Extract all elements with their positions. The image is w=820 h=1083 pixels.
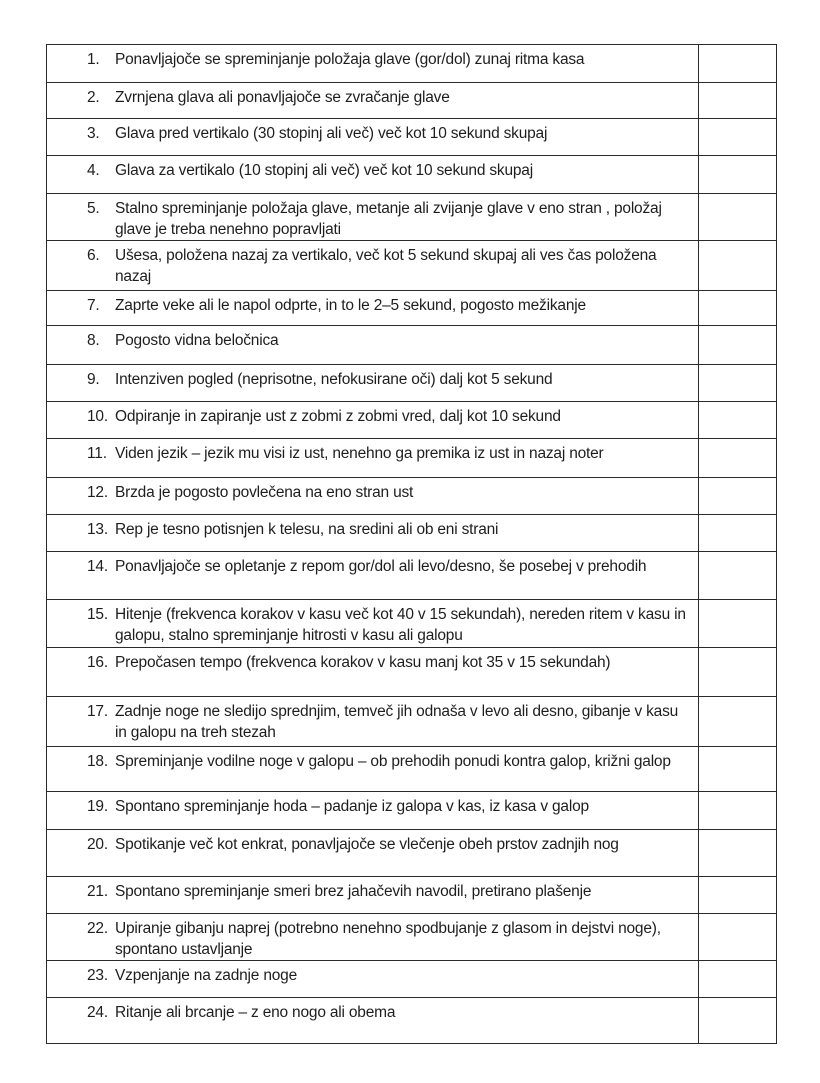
mark-cell[interactable]: [699, 600, 777, 648]
item-number: 16.: [87, 654, 108, 671]
list-item: [47, 83, 698, 108]
list-item: [47, 648, 698, 673]
item-cell: [47, 45, 699, 83]
mark-cell[interactable]: [699, 830, 777, 877]
item-cell: [47, 792, 699, 830]
item-number: 23.: [87, 967, 108, 984]
item-number: 22.: [87, 920, 108, 937]
list-item: [47, 365, 698, 390]
item-text: Vzpenjanje na zadnje noge: [115, 967, 298, 984]
item-text: Prepočasen tempo (frekvenca korakov v kasu manj kot 35 v 15 sekundah): [115, 654, 611, 671]
item-text: Ritanje ali brcanje – z eno nogo ali obema: [115, 1004, 396, 1021]
mark-cell[interactable]: [699, 515, 777, 552]
table-row: [47, 998, 777, 1044]
mark-cell[interactable]: [699, 998, 777, 1044]
item-number: 20.: [87, 836, 108, 853]
item-cell: [47, 697, 699, 747]
item-number: 17.: [87, 703, 108, 720]
item-cell: [47, 914, 699, 961]
list-item: [47, 402, 698, 427]
mark-cell[interactable]: [699, 119, 777, 156]
item-number: 12.: [87, 484, 108, 501]
item-text: Zvrnjena glava ali ponavljajoče se zvračanje glave: [115, 89, 450, 106]
list-item: [47, 326, 698, 351]
table-row: [47, 747, 777, 792]
item-text: Ponavljajoče se spreminjanje položaja glave (gor/dol) zunaj ritma kasa: [115, 51, 585, 68]
item-cell: [47, 402, 699, 439]
item-text: Spotikanje več kot enkrat, ponavljajoče se vlečenje obeh prstov zadnjih nog: [115, 836, 619, 853]
list-item: [47, 478, 698, 503]
mark-cell[interactable]: [699, 961, 777, 998]
item-text: Glava za vertikalo (10 stopinj ali več) več kot 10 sekund skupaj: [115, 162, 533, 179]
table-row: [47, 552, 777, 600]
list-item: [47, 914, 698, 960]
mark-cell[interactable]: [699, 648, 777, 697]
item-number: 6.: [87, 247, 100, 264]
table-row: [47, 156, 777, 194]
item-cell: [47, 194, 699, 241]
item-cell: [47, 365, 699, 402]
item-text: Brzda je pogosto povlečena na eno stran ust: [115, 484, 414, 501]
mark-cell[interactable]: [699, 291, 777, 326]
item-text: Spontano spreminjanje smeri brez jahačevih navodil, pretirano plašenje: [115, 883, 592, 900]
list-item: [47, 291, 698, 316]
mark-cell[interactable]: [699, 241, 777, 291]
item-cell: [47, 747, 699, 792]
item-text: Intenziven pogled (neprisotne, nefokusirane oči) dalj kot 5 sekund: [115, 371, 553, 388]
item-cell: [47, 439, 699, 478]
item-text: Zaprte veke ali le napol odprte, in to le 2–5 sekund, pogosto mežikanje: [115, 297, 586, 314]
item-cell: [47, 648, 699, 697]
item-cell: [47, 877, 699, 914]
item-cell: [47, 961, 699, 998]
item-number: 8.: [87, 332, 100, 349]
list-item: [47, 439, 698, 464]
item-cell: [47, 291, 699, 326]
item-cell: [47, 552, 699, 600]
item-cell: [47, 119, 699, 156]
list-item: [47, 600, 698, 646]
table-row: [47, 600, 777, 648]
table-row: [47, 439, 777, 478]
mark-cell[interactable]: [699, 877, 777, 914]
list-item: [47, 998, 698, 1023]
item-number: 5.: [87, 200, 100, 217]
item-cell: [47, 83, 699, 119]
item-text: Spreminjanje vodilne noge v galopu – ob prehodih ponudi kontra galop, križni galop: [115, 753, 671, 770]
list-item: [47, 515, 698, 540]
item-text: Upiranje gibanju naprej (potrebno nenehno spodbujanje z glasom in dejstvi noge), spontano ustavljanje: [115, 920, 661, 958]
table-row: [47, 194, 777, 241]
item-text: Rep je tesno potisnjen k telesu, na sredini ali ob eni strani: [115, 521, 499, 538]
table-row: [47, 914, 777, 961]
list-item: [47, 241, 698, 287]
list-item: [47, 697, 698, 743]
mark-cell[interactable]: [699, 156, 777, 194]
item-text: Viden jezik – jezik mu visi iz ust, nenehno ga premika iz ust in nazaj noter: [115, 445, 604, 462]
behavior-checklist-table: [46, 44, 777, 1044]
item-text: Spontano spreminjanje hoda – padanje iz galopa v kas, iz kasa v galop: [115, 798, 589, 815]
table-row: [47, 291, 777, 326]
item-number: 24.: [87, 1004, 108, 1021]
item-number: 19.: [87, 798, 108, 815]
table-row: [47, 326, 777, 365]
list-item: [47, 877, 698, 902]
item-number: 11.: [87, 445, 107, 462]
list-item: [47, 156, 698, 181]
table-row: [47, 830, 777, 877]
mark-cell[interactable]: [699, 697, 777, 747]
table-row: [47, 792, 777, 830]
item-number: 2.: [87, 89, 100, 106]
mark-cell[interactable]: [699, 45, 777, 83]
table-row: [47, 478, 777, 515]
item-number: 21.: [87, 883, 108, 900]
item-cell: [47, 830, 699, 877]
list-item: [47, 792, 698, 817]
item-text: Pogosto vidna beločnica: [115, 332, 279, 349]
mark-cell[interactable]: [699, 194, 777, 241]
item-number: 15.: [87, 606, 108, 623]
item-number: 1.: [87, 51, 100, 68]
mark-cell[interactable]: [699, 439, 777, 478]
item-cell: [47, 600, 699, 648]
item-cell: [47, 515, 699, 552]
item-number: 4.: [87, 162, 100, 179]
list-item: [47, 747, 698, 772]
item-number: 7.: [87, 297, 100, 314]
mark-cell[interactable]: [699, 326, 777, 365]
item-cell: [47, 998, 699, 1044]
item-text: Glava pred vertikalo (30 stopinj ali več) več kot 10 sekund skupaj: [115, 125, 548, 142]
list-item: [47, 119, 698, 144]
table-row: [47, 83, 777, 119]
table-row: [47, 648, 777, 697]
item-number: 14.: [87, 558, 108, 575]
mark-cell[interactable]: [699, 402, 777, 439]
table-row: [47, 119, 777, 156]
item-number: 13.: [87, 521, 108, 538]
list-item: [47, 552, 698, 577]
list-item: [47, 830, 698, 855]
table-row: [47, 241, 777, 291]
item-text: Ušesa, položena nazaj za vertikalo, več kot 5 sekund skupaj ali ves čas položena nazaj: [115, 247, 657, 285]
list-item: [47, 45, 698, 70]
table-row: [47, 877, 777, 914]
item-number: 10.: [87, 408, 108, 425]
table-row: [47, 697, 777, 747]
list-item: [47, 961, 698, 986]
mark-cell[interactable]: [699, 914, 777, 961]
item-cell: [47, 478, 699, 515]
mark-cell[interactable]: [699, 478, 777, 515]
item-cell: [47, 156, 699, 194]
table-row: [47, 45, 777, 83]
table-row: [47, 365, 777, 402]
table-row: [47, 961, 777, 998]
table-row: [47, 402, 777, 439]
item-number: 3.: [87, 125, 100, 142]
mark-cell[interactable]: [699, 552, 777, 600]
mark-cell[interactable]: [699, 792, 777, 830]
item-cell: [47, 241, 699, 291]
item-cell: [47, 326, 699, 365]
list-item: [47, 194, 698, 240]
item-text: Zadnje noge ne sledijo sprednjim, temveč jih odnaša v levo ali desno, gibanje v kasu in galopu na treh stezah: [115, 703, 679, 741]
item-text: Stalno spreminjanje položaja glave, metanje ali zvijanje glave v eno stran , položaj glave je treba nenehno popravljati: [115, 200, 662, 238]
mark-cell[interactable]: [699, 83, 777, 119]
mark-cell[interactable]: [699, 747, 777, 792]
table-row: [47, 515, 777, 552]
item-number: 18.: [87, 753, 108, 770]
mark-cell[interactable]: [699, 365, 777, 402]
item-text: Odpiranje in zapiranje ust z zobmi z zobmi vred, dalj kot 10 sekund: [115, 408, 561, 425]
item-text: Ponavljajoče se opletanje z repom gor/dol ali levo/desno, še posebej v prehodih: [115, 558, 647, 575]
item-number: 9.: [87, 371, 100, 388]
item-text: Hitenje (frekvenca korakov v kasu več kot 40 v 15 sekundah), nereden ritem v kasu in galopu, stalno spreminjanje hitrosti v kasu ali galopu: [115, 606, 686, 644]
